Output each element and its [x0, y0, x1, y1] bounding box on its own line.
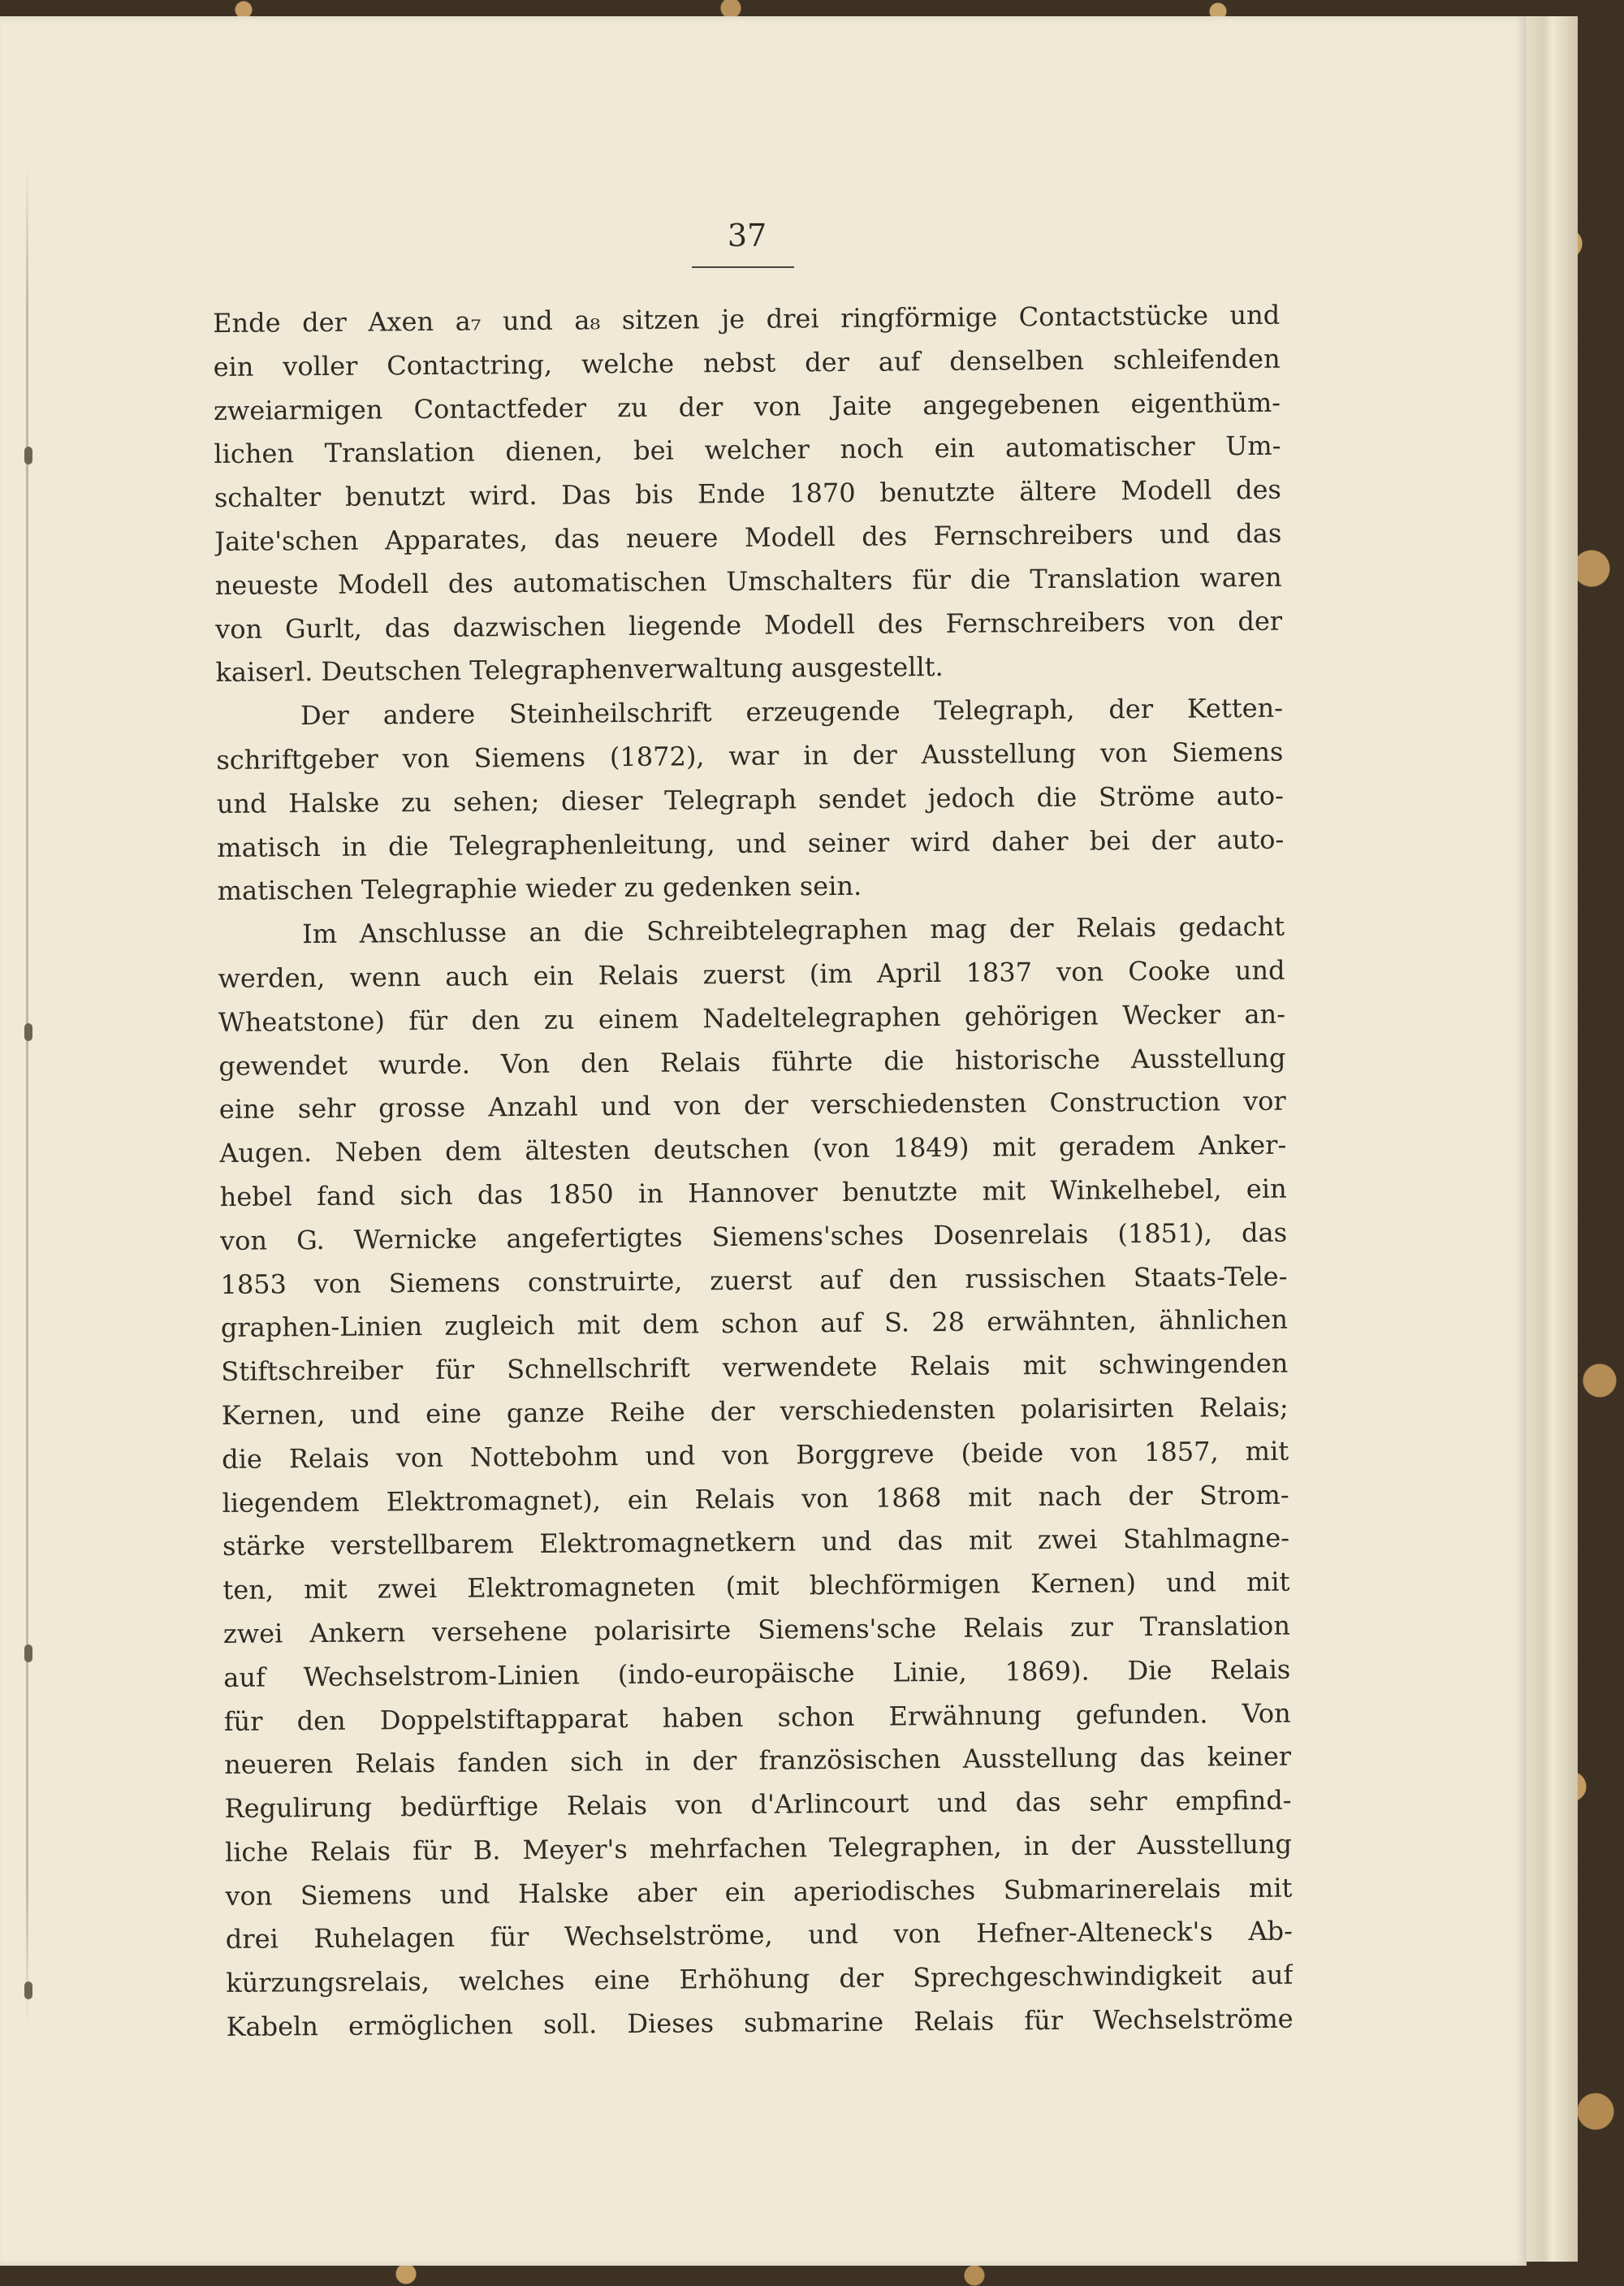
text-line: Der andere Steinheilschrift erzeugende Telegraph, der Ketten- [300, 692, 1284, 732]
text-line: matisch in die Telegraphenleitung, und seiner wird daher bei der auto- [217, 823, 1285, 863]
text-line: auf Wechselstrom-Linien (indo-europäische Linie, 1869). Die Relais [223, 1653, 1291, 1693]
text-line: Stiftschreiber für Schnellschrift verwendete Relais mit schwingenden [221, 1347, 1289, 1388]
text-line: 1853 von Siemens construirte, zuerst auf den russischen Staats-Tele- [220, 1260, 1288, 1300]
text-line: Im Anschlusse an die Schreibtelegraphen mag der Relais gedacht [301, 910, 1285, 950]
text-line: eine sehr grosse Anzahl und von der verschiedensten Construction vor [218, 1085, 1286, 1126]
text-line: Wheatstone) für den zu einem Nadeltelegraphen gehörigen Wecker an- [218, 998, 1286, 1038]
binding-line [26, 162, 28, 2030]
header-rule [692, 266, 794, 268]
text-line: liegendem Elektromagnet), ein Relais von 1868 mit nach der Strom- [222, 1479, 1289, 1519]
text-line: schalter benutzt wird. Das bis Ende 1870 benutzte ältere Modell des [214, 473, 1282, 514]
text-line: Augen. Neben dem ältesten deutschen (von 1849) mit geradem Anker- [219, 1129, 1287, 1169]
text-line: die Relais von Nottebohm und von Borggreve (beide von 1857, mit [222, 1435, 1289, 1475]
page-stack-edge [1520, 16, 1578, 2262]
text-line: kürzungsrelais, welches eine Erhöhung der Sprechgeschwindigkeit auf [226, 1959, 1294, 1999]
binding-mark [24, 1023, 32, 1041]
text-line: ten, mit zwei Elektromagneten (mit blechförmigen Kernen) und mit [222, 1566, 1290, 1606]
text-line: neueren Relais fanden sich in der französischen Ausstellung das keiner [223, 1740, 1292, 1781]
text-line: hebel fand sich das 1850 in Hannover benutzte mit Winkelhebel, ein [219, 1173, 1287, 1212]
binding-mark [24, 447, 32, 465]
text-line: werden, wenn auch ein Relais zuerst (im April 1837 von Cooke und [218, 954, 1285, 994]
text-line: Regulirung bedürftige Relais von d'Arlincourt und das sehr empfind- [224, 1784, 1292, 1825]
text-line: Ende der Axen a₇ und a₈ sitzen je drei ringförmige Contactstücke und [213, 299, 1281, 339]
text-line: Kabeln ermöglichen soll. Dieses submarine Relais für Wechselströme [226, 2003, 1294, 2043]
text-line: ein voller Contactring, welche nebst der auf denselben schleifenden [213, 343, 1281, 382]
text-line: von G. Wernicke angefertigtes Siemens'sches Dosenrelais (1851), das [219, 1216, 1288, 1256]
text-line: lichen Translation dienen, bei welcher noch ein automatischer Um- [214, 430, 1281, 470]
text-line: Jaite'schen Apparates, das neuere Modell des Fernschreibers und das [214, 517, 1282, 557]
text-line: zwei Ankern versehene polarisirte Siemens'sche Relais zur Translation [222, 1610, 1290, 1649]
page-number: 37 [727, 218, 767, 253]
text-line: liche Relais für B. Meyer's mehrfachen Telegraphen, in der Ausstellung [224, 1828, 1293, 1868]
binding-mark [24, 1981, 32, 1999]
text-line: kaiserl. Deutschen Telegraphenverwaltung ausgestellt. [215, 651, 944, 689]
text-line: von Siemens und Halske aber ein aperiodisches Submarinerelais mit [225, 1872, 1293, 1912]
text-line: schriftgeber von Siemens (1872), war in der Ausstellung von Siemens [216, 736, 1284, 776]
body-text [213, 294, 1294, 2043]
text-line: von Gurlt, das dazwischen liegende Modell des Fernschreibers von der [215, 605, 1283, 645]
binding-mark [24, 1644, 32, 1662]
text-line: und Halske zu sehen; dieser Telegraph sendet jedoch die Ströme auto- [216, 780, 1284, 819]
text-line: Kernen, und eine ganze Reihe der verschiedensten polarisirten Relais; [221, 1391, 1289, 1431]
text-line: zweiarmigen Contactfeder zu der von Jaite angegebenen eigenthüm- [213, 387, 1281, 426]
text-line: neueste Modell des automatischen Umschalters für die Translation waren [214, 561, 1282, 601]
text-line: drei Ruhelagen für Wechselströme, und von Hefner-Alteneck's Ab- [225, 1916, 1293, 1955]
text-line: graphen-Linien zugleich mit dem schon auf S. 28 erwähnten, ähnlichen [220, 1303, 1289, 1344]
text-line: gewendet wurde. Von den Relais führte die historische Ausstellung [218, 1042, 1286, 1082]
text-line: stärke verstellbarem Elektromagnetkern und das mit zwei Stahlmagne- [222, 1522, 1290, 1562]
text-line: für den Doppelstiftapparat haben schon Erwähnung gefunden. Von [223, 1697, 1291, 1737]
book-page [0, 16, 1527, 2266]
text-line: matischen Telegraphie wieder zu gedenken sein. [217, 871, 862, 907]
